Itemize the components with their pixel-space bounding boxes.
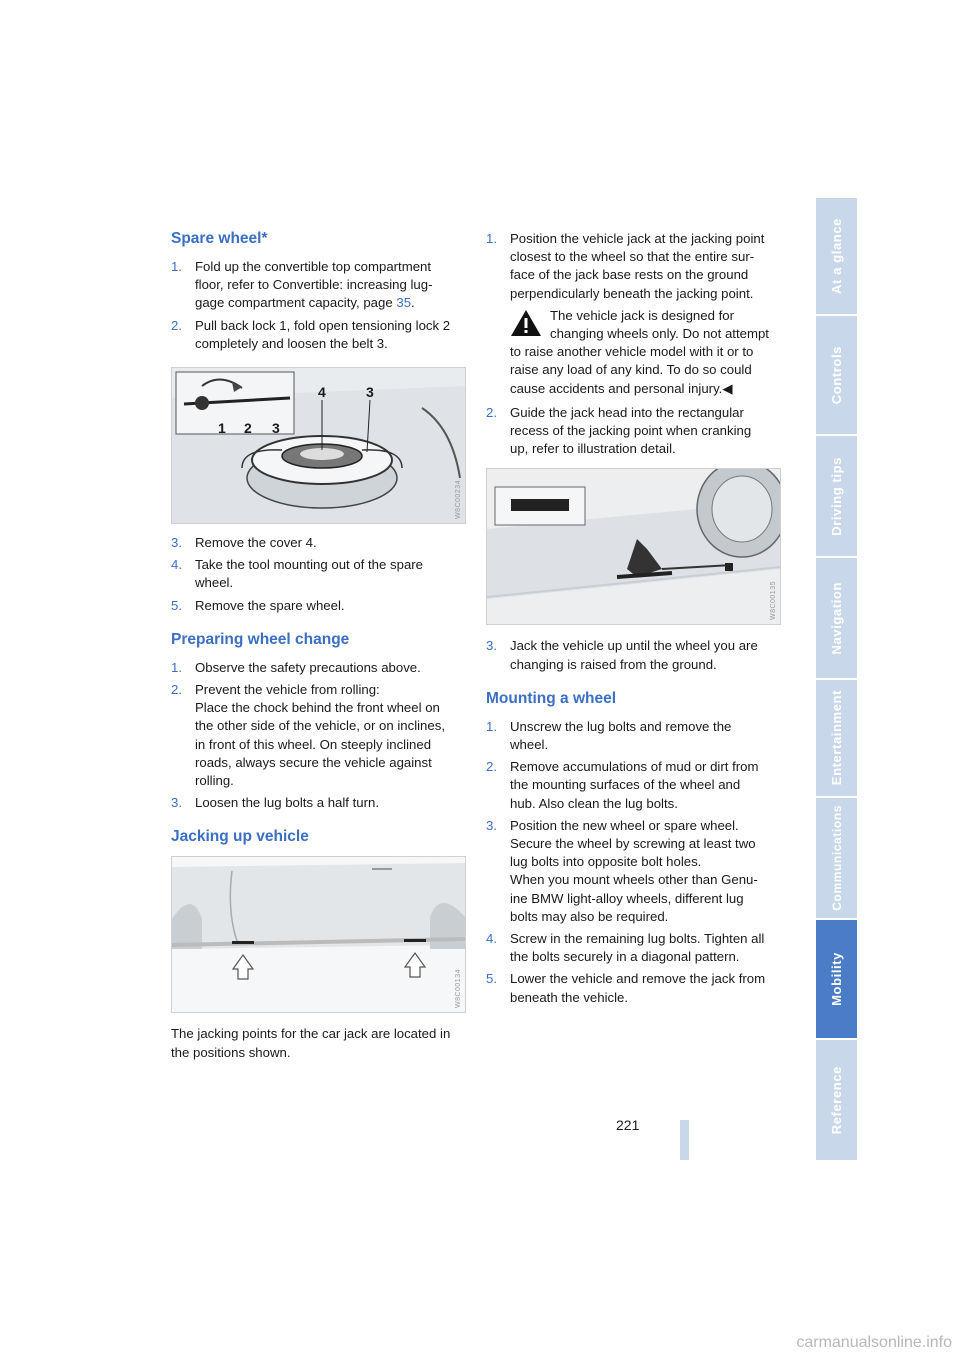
fig1-callout-1: 1 <box>218 420 226 437</box>
mounting-step-2: 2. Remove accumulations of mud or dirt from the mounting surfaces of the wheel and hub. Also clean the lug bolts. <box>486 759 759 811</box>
fig1-code: W8C00234 <box>455 479 462 520</box>
tab-mobility[interactable]: Mobility <box>816 920 857 1038</box>
tab-controls[interactable]: Controls <box>816 316 857 434</box>
jack-step-2: 2. Guide the jack head into the rectangular recess of the jacking point when cranking up, refer to illustration detail. <box>486 404 752 457</box>
left-column <box>171 230 466 1062</box>
tab-navigation[interactable]: Navigation <box>816 558 857 678</box>
jacking-points-illustration <box>172 857 465 1012</box>
fig1-callout-4: 4 <box>318 384 326 401</box>
jack-position-figure <box>486 468 781 625</box>
spare-wheel-heading: Spare wheel* <box>171 230 268 247</box>
spare-wheel-step-2: 2. Pull back lock 1, fold open tensioning lock 2 completely and loosen the belt 3. <box>171 317 451 351</box>
jacking-body-line-1: The jacking points for the car jack are located in <box>171 1026 451 1042</box>
preparing-heading: Preparing wheel change <box>171 630 350 648</box>
mounting-step-1: 1. Unscrew the lug bolts and remove the wheel. <box>486 718 732 753</box>
watermark: carmanualsonline.info <box>796 1334 952 1351</box>
fig1-callout-3b: 3 <box>366 384 374 401</box>
page-35-link[interactable]: 35 <box>396 295 412 311</box>
fig1-callout-3a: 3 <box>272 420 280 437</box>
jack-step-1: 1. Position the vehicle jack at the jacking point closest to the wheel so that the entire sur- face of the jack base rests on the ground perpendicularly beneath the jacking point. <box>486 231 765 301</box>
spare-wheel-step-4: 4. Take the tool mounting out of the spare wheel. <box>171 557 423 591</box>
mounting-step-4: 4. Screw in the remaining lug bolts. Tighten all the bolts securely in a diagonal pattern. <box>486 931 765 965</box>
fig3-code: W8C00135 <box>770 581 777 621</box>
spare-wheel-step-5: 5. Remove the spare wheel. <box>171 597 345 613</box>
spare-wheel-figure <box>171 367 466 524</box>
tab-at-a-glance[interactable]: At a glance <box>816 198 857 314</box>
tab-driving-tips[interactable]: Driving tips <box>816 436 857 556</box>
tab-entertainment[interactable]: Entertainment <box>816 680 857 796</box>
warning-triangle-icon <box>510 309 542 337</box>
preparing-step-2: 2. Prevent the vehicle from rolling: Place the chock behind the front wheel on the other side of the vehicle, or on inclines, in front of this wheel. On steeply inclined roads, always secure the vehicle against rolling. <box>171 682 445 789</box>
spare-wheel-step-3: 3. Remove the cover 4. <box>171 535 317 551</box>
jack-warning: The vehicle jack is designed for changing wheels only. Do not attempt to raise another vehicle model with it or to raise any load of any kind. To do so could cause accidents and personal injury.◀ <box>510 307 769 396</box>
tab-reference[interactable]: Reference <box>816 1040 857 1160</box>
mounting-step-5: 5. Lower the vehicle and remove the jack from beneath the vehicle. <box>486 971 766 1005</box>
tab-communications[interactable]: Communications <box>816 798 857 918</box>
mounting-step-3: 3. Position the new wheel or spare wheel. Secure the wheel by screwing at least two lug bolts into opposite bolt holes. When you mount wheels other than Genu- ine BMW light-alloy wheels, different lug bolts may also be required. <box>486 817 758 924</box>
preparing-step-1: 1. Observe the safety precautions above. <box>171 659 421 675</box>
jack-step-3: 3. Jack the vehicle up until the wheel you are changing is raised from the ground. <box>486 638 758 672</box>
fig1-callout-2: 2 <box>244 420 252 437</box>
jacking-heading: Jacking up vehicle <box>171 828 309 846</box>
jacking-body-line-2: the positions shown. <box>171 1044 291 1060</box>
spare-wheel-step-1: 1. Fold up the convertible top compartment floor, refer to Convertible: increasing lug- gage compartment capacity, page 35. <box>171 259 433 311</box>
jack-position-illustration <box>487 469 780 624</box>
fig2-code: W8C00134 <box>455 969 462 1009</box>
page-number: 221 <box>616 1117 640 1133</box>
page-number-bar <box>680 1120 689 1160</box>
jacking-points-figure <box>171 856 466 1013</box>
right-column <box>486 230 786 1011</box>
mounting-heading: Mounting a wheel <box>486 689 617 707</box>
preparing-step-3: 3. Loosen the lug bolts a half turn. <box>171 795 380 811</box>
